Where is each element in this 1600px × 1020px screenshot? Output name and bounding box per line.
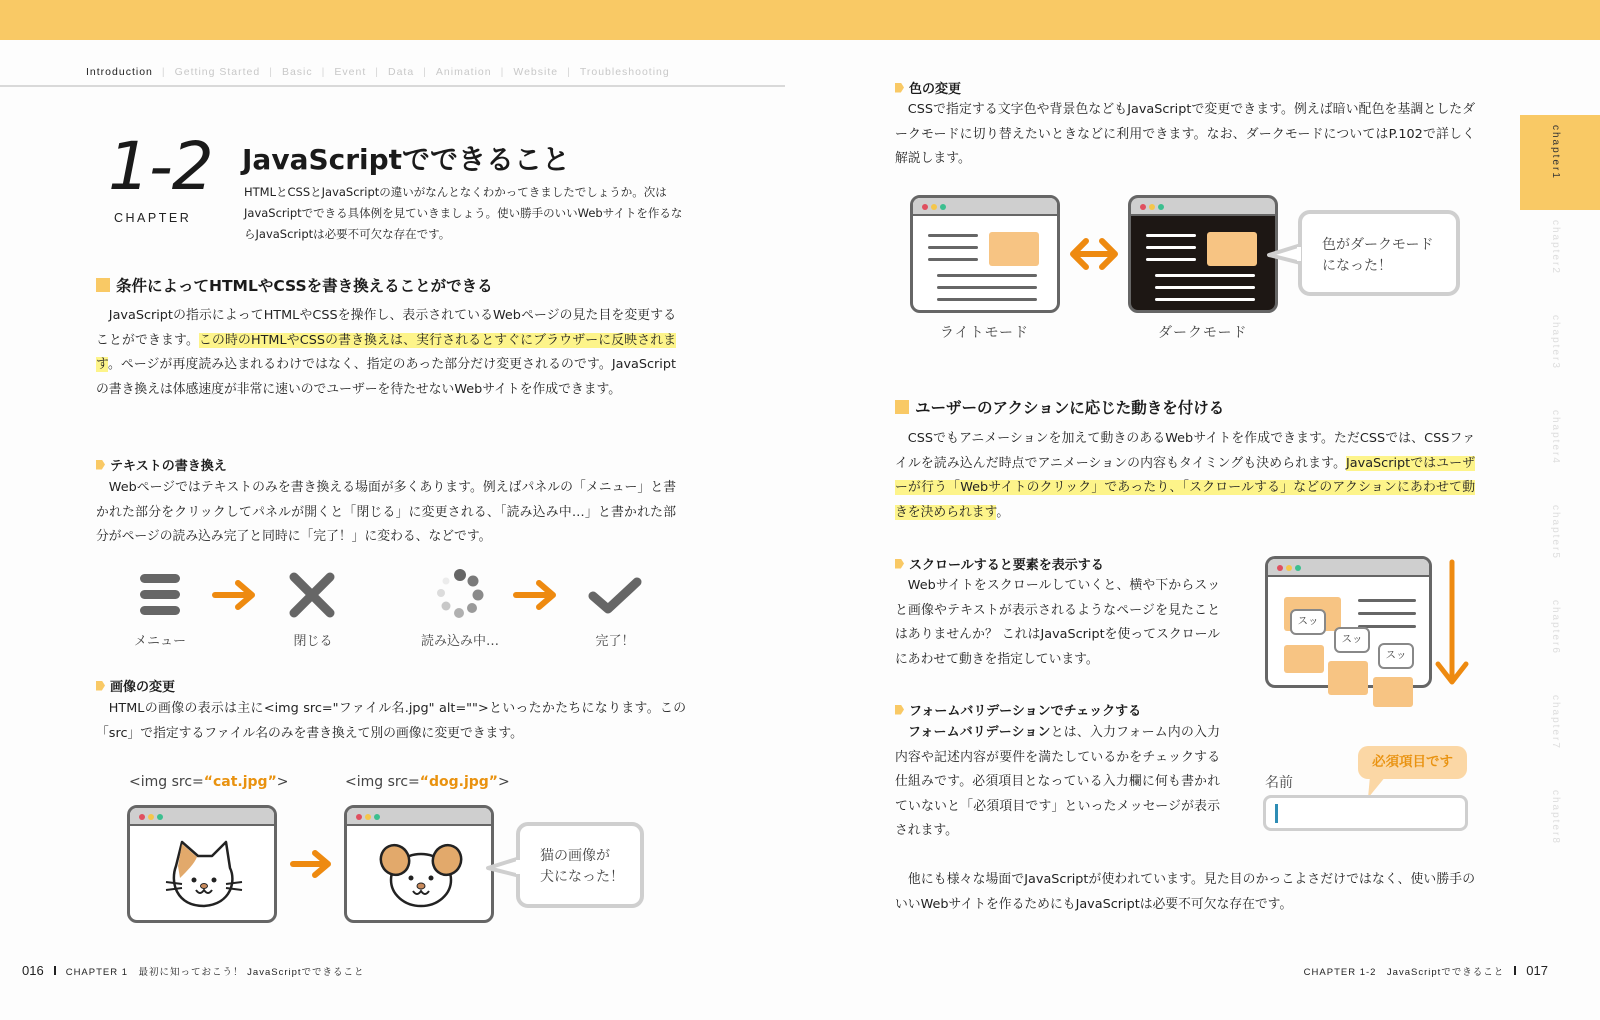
code-prefix: <img src= [345, 774, 420, 790]
text: CSSでもアニメーションを加えて動きのあるWebサイトを作成できます。ただCSSでは、CSSファイルを読み込んだ時点でアニメーションの内容もタイミングも決められます。 [895, 431, 1475, 471]
text-change-paragraph [96, 476, 676, 550]
close-icon [288, 571, 336, 619]
side-tab-chapter1[interactable] [1520, 115, 1600, 210]
speech-bubble-dog [516, 822, 644, 908]
bubble-tail [1267, 243, 1301, 265]
text: Webページではテキストのみを書き換える場面が多くあります。例えばパネルの「メニュー」と書かれた部分をクリックしてパネルが開くと「閉じる」に変更される、「読み込み中…」と書かれた部分がページの読み込み完了と同時に「完了！」に変わる、などです。 [96, 480, 676, 544]
close-label: 閉じる [293, 634, 333, 649]
bubble-line: 犬になった！ [540, 869, 624, 885]
name-field-label: 名前 [1265, 775, 1293, 791]
side-tab-chapter6[interactable] [1520, 590, 1600, 685]
nav-item-getting-started[interactable]: Getting Started [174, 66, 261, 78]
footer-chapter-text: CHAPTER 1-2 JavaScriptでできること [1303, 966, 1505, 978]
arrow-down-icon [1434, 558, 1470, 690]
scroll-bubble: スッ [1378, 643, 1414, 669]
dark-mode-label: ダークモード [1158, 325, 1248, 341]
scroll-bubble: スッ [1290, 609, 1326, 635]
subheading-tag-icon [96, 460, 105, 470]
subheading-tag-icon [895, 83, 904, 93]
section-heading-rewrite [96, 274, 493, 296]
heading-text: ユーザーのアクションに応じた動きを付ける [915, 399, 1225, 417]
tab-label: chapter7 [1550, 695, 1561, 750]
subheading-tag-icon [895, 559, 904, 569]
chapter-number: 1-2 [108, 128, 213, 205]
bubble-line: 色がダークモード [1322, 237, 1434, 253]
code-prefix: <img src= [129, 774, 204, 790]
subheading-image-change [96, 676, 175, 695]
nav-separator: | [423, 66, 427, 78]
side-tab-chapter8[interactable] [1520, 780, 1600, 875]
validation-error-bubble: 必須項目です [1358, 746, 1467, 779]
footer-separator [54, 966, 56, 975]
tab-label: chapter2 [1550, 220, 1561, 275]
text: 。ページが再度読み込まれるわけではなく、指定のあった部分だけ変更されるのです。JavaScriptの書き換えは体感速度が非常に速いのでユーザーを待たせないWebサイトを作成できます。 [96, 357, 677, 397]
section1-paragraph [96, 304, 676, 402]
tab-label: chapter5 [1550, 505, 1561, 560]
menu-icon [138, 572, 182, 618]
cat-face-icon [164, 838, 244, 913]
bold-term: フォームバリデーション [907, 725, 1051, 740]
side-tab-chapter4[interactable] [1520, 400, 1600, 495]
nav-item-basic[interactable]: Basic [281, 66, 313, 78]
heading-square-icon [96, 278, 110, 292]
subheading-tag-icon [96, 681, 105, 691]
nav-separator: | [375, 66, 379, 78]
arrow-right-icon [290, 848, 334, 880]
form-paragraph [895, 721, 1220, 844]
light-mode-label: ライトモード [940, 325, 1030, 341]
page-title: JavaScriptでできること [242, 143, 571, 176]
nav-item-event[interactable]: Event [334, 66, 367, 78]
text: 。 [996, 504, 1010, 520]
subheading-text: 色の変更 [909, 82, 962, 97]
browser-window-dog [344, 805, 494, 923]
subheading-form-validation [895, 700, 1141, 719]
name-input[interactable] [1263, 795, 1468, 831]
code-value: “cat.jpg” [203, 774, 277, 790]
subheading-text-change [96, 455, 227, 474]
scroll-bubble: スッ [1334, 627, 1370, 653]
speech-bubble-dark-mode [1298, 210, 1460, 296]
arrow-right-icon [212, 578, 258, 612]
browser-window-scroll [1265, 556, 1432, 688]
text-caret [1275, 804, 1278, 823]
heading-square-icon [895, 400, 909, 414]
subheading-scroll [895, 554, 1104, 573]
page-number: 017 [1526, 963, 1548, 978]
text: CSSで指定する文字色や背景色などもJavaScriptで変更できます。例えば暗い配色を基調としたダークモードに切り替えたいときなどに利用できます。なお、ダークモードについてはP.102で詳しく解説します。 [895, 102, 1475, 166]
text: 他にも様々な場面でJavaScriptが使われています。見た目のかっこよさだけではなく、使い勝手のいいWebサイトを作るためにもJavaScriptは必要不可欠な存在です。 [895, 872, 1475, 912]
side-tab-chapter5[interactable] [1520, 495, 1600, 590]
color-change-paragraph [895, 98, 1475, 172]
bubble-line: 猫の画像が [540, 848, 610, 864]
tab-label: chapter4 [1550, 410, 1561, 465]
code-suffix: > [498, 774, 510, 790]
code-dog [345, 774, 510, 790]
side-tab-chapter3[interactable] [1520, 305, 1600, 400]
browser-titlebar [913, 198, 1057, 216]
text-change-illustration [120, 568, 680, 658]
subheading-text: テキストの書き換え [110, 459, 227, 474]
highlighted-text: この時のHTMLやCSSの書き換えは、実行されるとすぐにブラウザーに反映されます [96, 332, 676, 372]
tab-label: chapter1 [1550, 125, 1561, 180]
browser-window-light [910, 195, 1060, 313]
subheading-text: スクロールすると要素を表示する [909, 558, 1104, 573]
lead-text: HTMLとCSSとJavaScriptの違いがなんとなくわかってきましたでしょうか。次はJavaScriptでできる具体例を見ていきましょう。使い勝手のいいWebサイトを作るならJavaScriptは必要不可欠な存在です。 [244, 185, 683, 241]
footer-right [1304, 963, 1548, 978]
footer-left [22, 963, 365, 978]
text: HTMLの画像の表示は主に<img src="ファイル名.jpg" alt="">といったかたちになります。この「src」で指定するファイル名のみを書き換えて別の画像に変更できます。 [96, 701, 686, 741]
tab-label: chapter6 [1550, 600, 1561, 655]
browser-titlebar [1268, 559, 1429, 577]
nav-separator: | [500, 66, 505, 78]
arrow-right-icon [513, 578, 559, 612]
complete-label: 完了！ [595, 634, 635, 649]
browser-titlebar [347, 808, 491, 826]
subheading-text: 画像の変更 [110, 680, 176, 695]
section2-paragraph [895, 427, 1475, 525]
code-value: “dog.jpg” [419, 774, 498, 790]
browser-titlebar [130, 808, 274, 826]
nav-item-introduction[interactable]: Introduction [86, 66, 153, 78]
image-placeholder [1207, 232, 1257, 266]
bubble-tail [486, 856, 520, 878]
swap-arrow-icon [1068, 235, 1120, 273]
code-suffix: > [276, 774, 289, 790]
chapter-label: CHAPTER [114, 211, 192, 225]
section-heading-user-action [895, 396, 1224, 418]
nav-separator: | [321, 66, 326, 78]
nav-separator: | [269, 66, 273, 78]
image-change-paragraph [96, 697, 686, 746]
menu-label: メニュー [133, 634, 187, 649]
highlighted-text: JavaScriptではユーザーが行う「Webサイトのクリック」であったり、「スクロールする」などのアクションにあわせて動きを決められます [895, 455, 1475, 520]
loading-spinner-icon [434, 568, 486, 620]
top-color-band [0, 0, 1600, 40]
side-tab-chapter2[interactable] [1520, 210, 1600, 305]
nav-separator: | [161, 66, 166, 78]
browser-titlebar [1131, 198, 1275, 216]
subheading-tag-icon [895, 705, 904, 715]
loading-label: 読み込み中… [420, 634, 500, 649]
nav-separator: | [567, 66, 571, 78]
check-icon [588, 576, 642, 616]
subheading-color-change [895, 78, 961, 97]
nav-divider [0, 85, 785, 87]
tab-label: chapter3 [1550, 315, 1561, 370]
tab-label: chapter8 [1550, 790, 1561, 845]
page-number: 016 [22, 963, 44, 978]
text: とは、入力フォーム内の入力内容や記述内容が要件を満たしているかをチェックする仕組みです。必須項目となっている入力欄に何も書かれていないと「必須項目です」といったメッセージが表示されます。 [895, 725, 1220, 838]
text: JavaScriptの指示によってHTMLやCSSを操作し、表示されているWebページの見た目を変更することができます。 [96, 308, 676, 348]
image-placeholder [989, 232, 1039, 266]
subheading-text: フォームバリデーションでチェックする [909, 704, 1142, 719]
nav-item-troubleshooting[interactable]: Troubleshooting [579, 66, 670, 78]
scroll-paragraph [895, 574, 1220, 672]
bubble-line: になった！ [1322, 258, 1392, 274]
footer-separator [1514, 966, 1516, 975]
side-tab-chapter7[interactable] [1520, 685, 1600, 780]
nav-item-website[interactable]: Website [513, 66, 559, 78]
code-cat [129, 774, 289, 790]
dog-face-icon [379, 836, 463, 911]
footer-chapter-text: CHAPTER 1 最初に知っておこう！ JavaScriptでできること [65, 966, 365, 978]
section-nav [86, 64, 670, 80]
nav-item-data[interactable]: Data [387, 66, 415, 78]
text: Webサイトをスクロールしていくと、横や下からスッと画像やテキストが表示されるようなページを見たことはありませんか？ これはJavaScriptを使ってスクロールにあわせて動きを指定しています。 [895, 578, 1220, 667]
browser-window-dark [1128, 195, 1278, 313]
nav-item-animation[interactable]: Animation [435, 66, 492, 78]
browser-window-cat [127, 805, 277, 923]
closing-paragraph [895, 868, 1475, 917]
heading-text: 条件によってHTMLやCSSを書き換えることができる [116, 277, 493, 295]
